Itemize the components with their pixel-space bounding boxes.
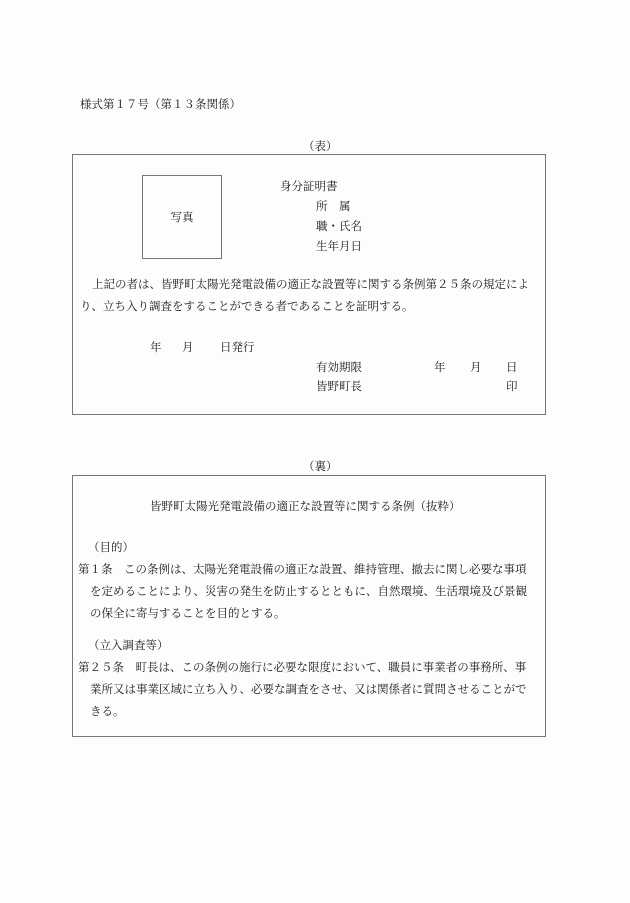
seal-mark: 印 — [506, 379, 518, 393]
validity-day: 日 — [506, 360, 518, 374]
form-number: 様式第１７号（第１３条関係） — [80, 97, 241, 111]
article-25-caption: （立入調査等） — [88, 638, 169, 652]
article-25-line: 第２５条 町長は、この条例の施行に必要な限度において、職員に事業者の事務所、事 — [78, 660, 527, 674]
article-1-line: を定めることにより、災害の発生を防止するとともに、自然環境、生活環境及び景観 — [90, 584, 527, 598]
article-1-line: 第１条 この条例は、太陽光発電設備の適正な設置、維持管理、撤去に関し必要な事項 — [78, 562, 527, 576]
front-side-label: （表） — [303, 139, 338, 153]
validity-label: 有効期限 — [316, 360, 362, 374]
photo-placeholder — [142, 175, 222, 259]
field-position-name: 職・氏名 — [316, 219, 362, 233]
validity-month: 月 — [470, 360, 482, 374]
id-title: 身分証明書 — [280, 179, 338, 193]
field-birthdate: 生年月日 — [316, 239, 362, 253]
back-side-label: （裏） — [303, 459, 338, 473]
article-25-line: きる。 — [90, 704, 125, 718]
certification-text: 上記の者は、皆野町太陽光発電設備の適正な設置等に関する条例第２５条の規定によ り、立ち入り調査をすることができる者であることを証明する。 — [80, 277, 529, 313]
article-1 — [80, 536, 550, 624]
field-affiliation: 所 属 — [316, 199, 351, 213]
article-25-line: 業所又は事業区域に立ち入り、必要な調査をさせ、又は関係者に質問させることがで — [90, 682, 527, 696]
article-1-caption: （目的） — [88, 540, 134, 554]
validity-year: 年 — [434, 360, 446, 374]
issue-year: 年 — [150, 340, 162, 354]
issue-day: 日発行 — [220, 340, 255, 354]
issuer-label: 皆野町長 — [316, 379, 362, 393]
photo-label: 写真 — [170, 210, 194, 224]
ordinance-heading: 皆野町太陽光発電設備の適正な設置等に関する条例（抜粋） — [150, 499, 461, 513]
article-1-line: の保全に寄与することを目的とする。 — [90, 606, 286, 620]
issue-month: 月 — [182, 340, 194, 354]
article-25 — [80, 634, 550, 722]
